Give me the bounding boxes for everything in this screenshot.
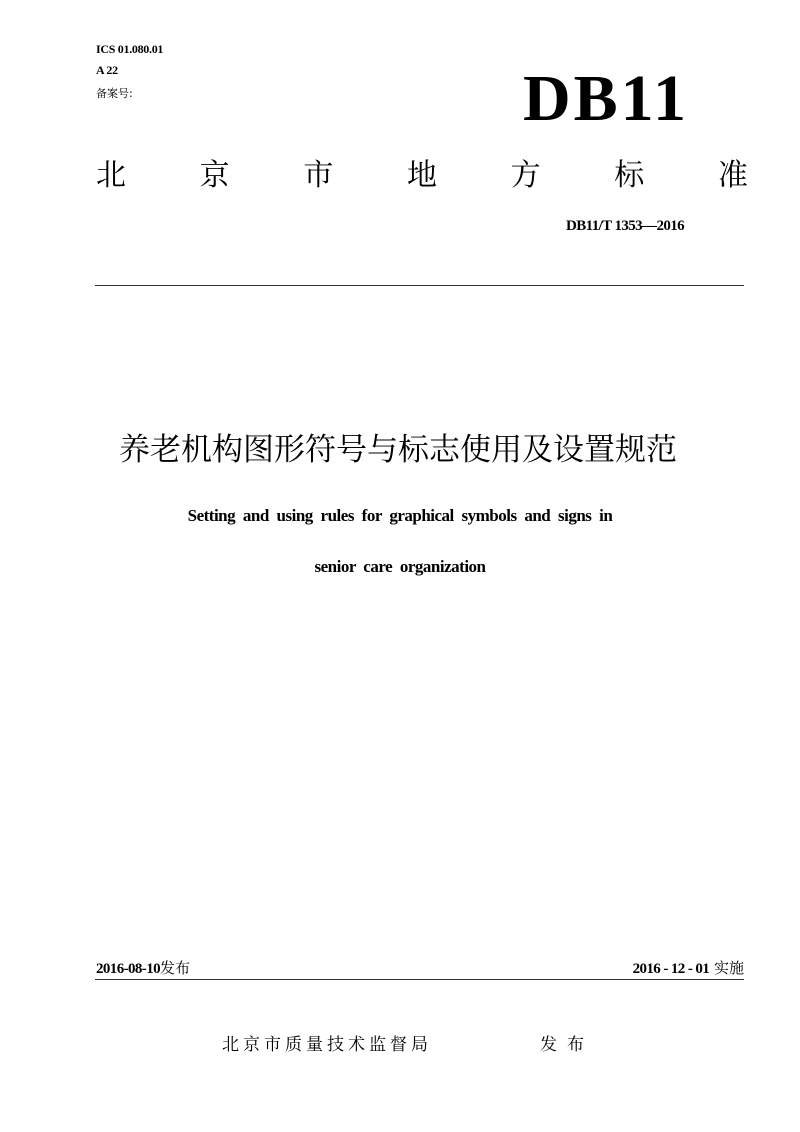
- title-chinese-text: 养老机构图形符号与标志使用及设置规范: [119, 432, 677, 468]
- implementation-date: [633, 958, 744, 979]
- ics-code: ICS 01.080.01: [96, 42, 164, 56]
- standard-type-char: 标: [614, 158, 645, 193]
- title-english-line-2: senior care organization: [314, 557, 486, 576]
- top-divider: [95, 285, 744, 286]
- standard-type-char: 地: [406, 158, 437, 193]
- standard-number: DB11/T 1353—2016: [566, 218, 685, 234]
- standard-type-char: 京: [199, 158, 230, 193]
- ccs-code: A 22: [96, 63, 118, 77]
- publish-label: 发布: [540, 1035, 594, 1055]
- title-chinese: [0, 432, 800, 469]
- standard-type-char: 市: [303, 158, 334, 193]
- issue-date-label: 发布: [160, 959, 191, 977]
- implementation-date-label: 实施: [713, 959, 744, 977]
- issue-date: [96, 958, 190, 979]
- standard-type-char: 方: [510, 158, 541, 193]
- implementation-date-value: 2016 - 12 - 01: [632, 961, 710, 977]
- standard-type-char: 准: [717, 158, 748, 193]
- publisher-name: 北京市质量技术监督局: [222, 1035, 432, 1055]
- standard-type-char: 北: [96, 158, 126, 193]
- issue-date-value: 2016-08-10: [96, 961, 160, 977]
- record-number-label: 备案号:: [96, 87, 133, 100]
- db-code: DB11: [523, 62, 690, 135]
- standard-type-heading: [96, 156, 748, 196]
- title-english-line-1: Setting and using rules for graphical symbols and signs in: [187, 506, 613, 525]
- bottom-divider: [95, 979, 744, 980]
